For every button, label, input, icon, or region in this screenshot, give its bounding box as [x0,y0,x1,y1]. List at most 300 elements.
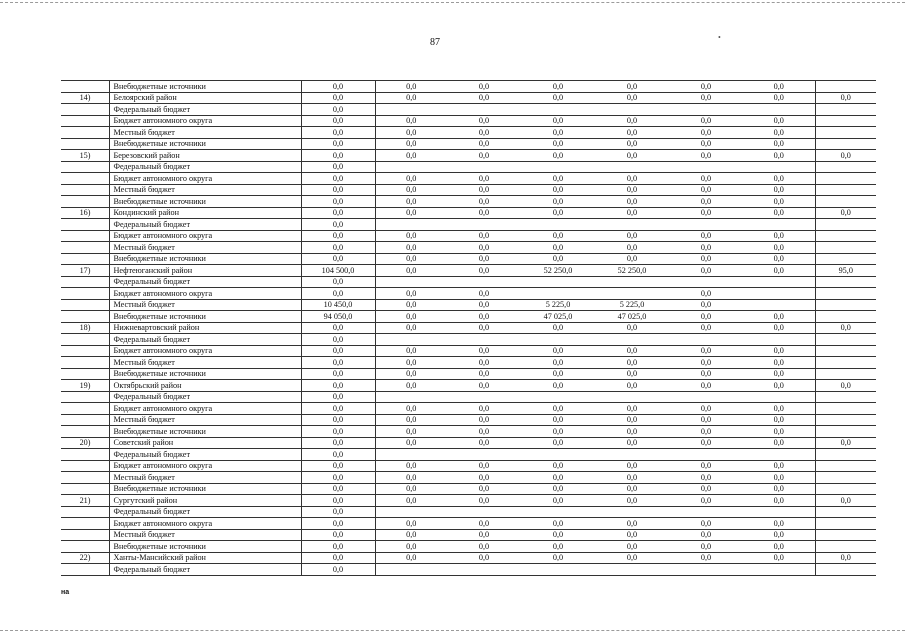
value-cell [521,161,595,173]
value-cell: 0,0 [595,173,669,185]
value-cell: 0,0 [521,196,595,208]
value-cell: 0,0 [595,380,669,392]
value-cell [521,506,595,518]
row-name: Бюджет автономного округа [109,115,301,127]
table-row [61,92,876,104]
value-cell: 0,0 [521,253,595,265]
value-cell: 0,0 [743,173,815,185]
value-cell: 0,0 [743,150,815,162]
value-cell: 0,0 [301,460,375,472]
value-cell: 0,0 [447,345,521,357]
value-cell: 0,0 [447,115,521,127]
value-cell: 0,0 [743,380,815,392]
table-row [61,196,876,208]
value-cell: 0,0 [595,414,669,426]
value-cell: 0,0 [743,81,815,93]
table-row [61,472,876,484]
value-cell: 0,0 [301,437,375,449]
row-number [61,334,109,346]
row-number [61,276,109,288]
value-cell: 0,0 [669,357,743,369]
value-cell [375,104,447,116]
value-cell: 0,0 [375,518,447,530]
value-cell [815,334,876,346]
value-cell [521,104,595,116]
value-cell: 0,0 [743,460,815,472]
table-row [61,391,876,403]
value-cell: 0,0 [669,368,743,380]
value-cell: 0,0 [301,483,375,495]
value-cell [815,115,876,127]
value-cell: 0,0 [595,81,669,93]
value-cell [669,276,743,288]
value-cell [815,391,876,403]
value-cell: 0,0 [447,552,521,564]
row-number [61,357,109,369]
value-cell: 0,0 [301,115,375,127]
value-cell: 52 250,0 [521,265,595,277]
value-cell: 0,0 [743,541,815,553]
value-cell [375,391,447,403]
value-cell: 0,0 [669,529,743,541]
value-cell: 0,0 [447,518,521,530]
value-cell: 0,0 [301,288,375,300]
value-cell [375,449,447,461]
value-cell [815,472,876,484]
row-name: Федеральный бюджет [109,219,301,231]
row-number [61,403,109,415]
value-cell: 0,0 [447,196,521,208]
value-cell: 0,0 [595,483,669,495]
value-cell: 0,0 [521,380,595,392]
budget-table [61,80,876,576]
value-cell: 0,0 [669,173,743,185]
value-cell: 0,0 [743,472,815,484]
row-name: Бюджет автономного округа [109,345,301,357]
value-cell [375,334,447,346]
row-name: Бюджет автономного округа [109,230,301,242]
value-cell: 0,0 [375,173,447,185]
value-cell [447,506,521,518]
value-cell: 0,0 [669,253,743,265]
row-number [61,472,109,484]
value-cell: 0,0 [743,265,815,277]
value-cell: 0,0 [375,472,447,484]
value-cell: 0,0 [669,403,743,415]
table-row [61,426,876,438]
value-cell: 0,0 [595,127,669,139]
value-cell: 0,0 [301,184,375,196]
value-cell [815,403,876,415]
row-number: 16) [61,207,109,219]
value-cell: 0,0 [375,138,447,150]
value-cell: 0,0 [301,230,375,242]
row-number [61,253,109,265]
value-cell [815,541,876,553]
value-cell: 0,0 [375,368,447,380]
value-cell: 0,0 [595,460,669,472]
value-cell [815,138,876,150]
value-cell: 0,0 [447,207,521,219]
value-cell: 0,0 [669,460,743,472]
table-row [61,322,876,334]
value-cell: 0,0 [669,196,743,208]
value-cell [521,449,595,461]
row-name: Березовский район [109,150,301,162]
row-number [61,564,109,576]
value-cell [815,299,876,311]
row-number [61,368,109,380]
table-row [61,380,876,392]
value-cell: 104 500,0 [301,265,375,277]
value-cell: 0,0 [301,380,375,392]
value-cell [521,219,595,231]
value-cell: 0,0 [743,207,815,219]
value-cell: 0,0 [669,299,743,311]
row-number: 19) [61,380,109,392]
value-cell: 0,0 [521,230,595,242]
value-cell: 0,0 [521,541,595,553]
value-cell: 94 050,0 [301,311,375,323]
value-cell: 0,0 [301,564,375,576]
value-cell: 0,0 [375,529,447,541]
value-cell: 0,0 [595,207,669,219]
value-cell [815,357,876,369]
value-cell: 0,0 [301,449,375,461]
value-cell: 0,0 [669,322,743,334]
value-cell: 0,0 [669,472,743,484]
value-cell: 0,0 [301,426,375,438]
row-name: Внебюджетные источники [109,426,301,438]
value-cell [815,127,876,139]
value-cell: 0,0 [375,92,447,104]
footer-mark: на [61,589,70,596]
value-cell: 0,0 [521,242,595,254]
value-cell [815,483,876,495]
value-cell [447,104,521,116]
table-row [61,345,876,357]
value-cell [595,104,669,116]
value-cell [669,219,743,231]
value-cell: 0,0 [301,127,375,139]
value-cell: 0,0 [375,265,447,277]
value-cell [743,161,815,173]
value-cell: 0,0 [595,529,669,541]
row-number [61,104,109,116]
row-name: Федеральный бюджет [109,391,301,403]
value-cell: 0,0 [447,265,521,277]
value-cell: 0,0 [669,426,743,438]
value-cell [815,564,876,576]
value-cell: 0,0 [521,552,595,564]
table-row [61,81,876,93]
value-cell: 0,0 [521,483,595,495]
value-cell: 0,0 [447,242,521,254]
value-cell: 0,0 [521,150,595,162]
value-cell: 0,0 [447,357,521,369]
value-cell [669,104,743,116]
row-name: Внебюджетные источники [109,483,301,495]
value-cell: 0,0 [669,345,743,357]
scan-bottom-edge [0,630,905,634]
value-cell [815,460,876,472]
table-row [61,219,876,231]
value-cell: 0,0 [521,207,595,219]
value-cell: 0,0 [447,230,521,242]
value-cell [815,161,876,173]
value-cell: 0,0 [301,81,375,93]
row-name: Советский район [109,437,301,449]
row-name: Октябрьский район [109,380,301,392]
value-cell: 0,0 [743,437,815,449]
row-number [61,414,109,426]
row-name: Ханты-Мансийский район [109,552,301,564]
value-cell: 10 450,0 [301,299,375,311]
row-number [61,81,109,93]
table-row [61,150,876,162]
table-row [61,414,876,426]
row-number [61,391,109,403]
table-row [61,173,876,185]
value-cell: 0,0 [301,253,375,265]
value-cell: 0,0 [375,127,447,139]
value-cell: 0,0 [447,288,521,300]
value-cell: 0,0 [595,253,669,265]
value-cell: 0,0 [521,518,595,530]
table-row [61,299,876,311]
value-cell: 0,0 [301,414,375,426]
value-cell: 0,0 [743,357,815,369]
value-cell: 0,0 [743,253,815,265]
value-cell: 0,0 [375,426,447,438]
row-number [61,230,109,242]
table-row [61,127,876,139]
row-number [61,345,109,357]
value-cell [447,276,521,288]
value-cell: 0,0 [375,322,447,334]
value-cell [815,196,876,208]
value-cell [521,391,595,403]
value-cell [595,564,669,576]
value-cell: 0,0 [521,495,595,507]
row-number [61,518,109,530]
value-cell: 0,0 [669,184,743,196]
value-cell: 0,0 [669,115,743,127]
table-row [61,483,876,495]
value-cell: 0,0 [743,115,815,127]
value-cell: 0,0 [743,322,815,334]
value-cell [815,449,876,461]
row-number [61,288,109,300]
value-cell: 0,0 [595,184,669,196]
value-cell [743,288,815,300]
value-cell: 0,0 [521,92,595,104]
row-number [61,483,109,495]
value-cell: 0,0 [669,138,743,150]
value-cell: 0,0 [301,138,375,150]
table-row [61,184,876,196]
value-cell [375,564,447,576]
value-cell [743,564,815,576]
value-cell: 0,0 [375,150,447,162]
value-cell [447,334,521,346]
value-cell: 0,0 [595,368,669,380]
row-name: Местный бюджет [109,242,301,254]
value-cell: 0,0 [669,127,743,139]
value-cell [743,276,815,288]
value-cell [743,391,815,403]
value-cell: 0,0 [447,173,521,185]
row-name: Внебюджетные источники [109,311,301,323]
value-cell: 0,0 [375,115,447,127]
value-cell [669,334,743,346]
value-cell [447,564,521,576]
value-cell: 0,0 [669,437,743,449]
value-cell [815,184,876,196]
value-cell: 0,0 [743,495,815,507]
row-number: 22) [61,552,109,564]
table-row [61,495,876,507]
value-cell: 0,0 [595,552,669,564]
row-number [61,449,109,461]
row-number [61,173,109,185]
row-number [61,506,109,518]
value-cell: 0,0 [521,437,595,449]
value-cell: 0,0 [815,437,876,449]
value-cell: 0,0 [743,230,815,242]
value-cell [815,506,876,518]
row-name: Местный бюджет [109,357,301,369]
value-cell: 0,0 [743,483,815,495]
value-cell: 0,0 [375,299,447,311]
value-cell: 0,0 [521,322,595,334]
row-name: Местный бюджет [109,127,301,139]
value-cell [815,288,876,300]
value-cell [815,368,876,380]
table-row [61,518,876,530]
value-cell [595,219,669,231]
table-row [61,437,876,449]
value-cell: 0,0 [669,288,743,300]
value-cell: 0,0 [595,426,669,438]
value-cell [815,81,876,93]
value-cell: 0,0 [595,115,669,127]
value-cell: 0,0 [447,299,521,311]
value-cell: 0,0 [301,541,375,553]
row-name: Внебюджетные источники [109,253,301,265]
row-number [61,115,109,127]
value-cell [521,276,595,288]
value-cell: 0,0 [447,81,521,93]
value-cell: 0,0 [375,380,447,392]
value-cell: 0,0 [669,541,743,553]
table-row [61,460,876,472]
value-cell: 0,0 [375,242,447,254]
value-cell: 5 225,0 [521,299,595,311]
value-cell: 0,0 [447,460,521,472]
value-cell: 0,0 [301,219,375,231]
row-number [61,299,109,311]
value-cell: 0,0 [743,242,815,254]
row-name: Бюджет автономного округа [109,403,301,415]
value-cell: 0,0 [447,150,521,162]
value-cell: 0,0 [447,472,521,484]
value-cell: 0,0 [301,173,375,185]
value-cell: 0,0 [375,483,447,495]
value-cell: 0,0 [743,518,815,530]
row-name: Федеральный бюджет [109,104,301,116]
row-number: 20) [61,437,109,449]
value-cell [447,161,521,173]
value-cell: 0,0 [815,495,876,507]
row-number [61,529,109,541]
value-cell: 0,0 [815,380,876,392]
scan-top-edge [0,2,905,6]
table-row [61,207,876,219]
value-cell: 0,0 [301,242,375,254]
value-cell: 0,0 [595,150,669,162]
table-row [61,552,876,564]
value-cell: 0,0 [375,288,447,300]
value-cell: 0,0 [301,357,375,369]
row-name: Внебюджетные источники [109,368,301,380]
value-cell: 0,0 [669,265,743,277]
value-cell: 47 025,0 [595,311,669,323]
value-cell: 0,0 [301,150,375,162]
value-cell: 0,0 [301,518,375,530]
row-number [61,184,109,196]
value-cell: 0,0 [375,311,447,323]
value-cell [595,334,669,346]
value-cell: 0,0 [521,460,595,472]
value-cell: 0,0 [375,437,447,449]
value-cell: 0,0 [743,138,815,150]
value-cell [743,299,815,311]
value-cell [447,391,521,403]
value-cell: 0,0 [521,345,595,357]
value-cell: 0,0 [521,529,595,541]
value-cell: 0,0 [375,196,447,208]
value-cell: 0,0 [595,242,669,254]
row-number: 18) [61,322,109,334]
value-cell [521,334,595,346]
table-row [61,138,876,150]
row-name: Федеральный бюджет [109,564,301,576]
table-row [61,311,876,323]
value-cell: 0,0 [375,184,447,196]
table-row [61,161,876,173]
value-cell: 0,0 [301,495,375,507]
value-cell: 0,0 [521,127,595,139]
value-cell: 0,0 [669,518,743,530]
value-cell: 0,0 [375,253,447,265]
value-cell: 0,0 [669,230,743,242]
value-cell: 0,0 [669,495,743,507]
table-row [61,104,876,116]
row-name: Внебюджетные источники [109,81,301,93]
value-cell: 0,0 [595,472,669,484]
row-name: Кондинский район [109,207,301,219]
table-row [61,115,876,127]
table-row [61,334,876,346]
value-cell: 0,0 [301,161,375,173]
table-row [61,242,876,254]
table-row [61,265,876,277]
row-name: Бюджет автономного округа [109,173,301,185]
value-cell: 0,0 [447,368,521,380]
row-name: Бюджет автономного округа [109,518,301,530]
row-name: Бюджет автономного округа [109,288,301,300]
